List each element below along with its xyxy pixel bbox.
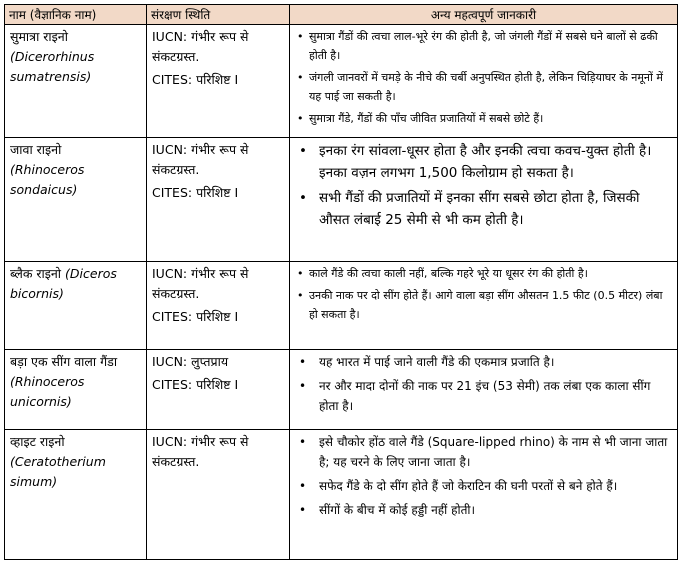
list-item: • इनका रंग सांवला-धूसर होता है और इनकी त्वचा कवच-युक्त होती है। इनका वज़न लगभग 1,500 किलोग्राम हो सकता है। (295, 140, 672, 184)
species-scientific-name: (Ceratotherium simum) (10, 454, 106, 489)
list-item: • सफेद गैंडे के दो सींग होते हैं जो केराटिन की घनी परतों से बने होते हैं। (295, 476, 672, 496)
info-cell (290, 350, 678, 430)
table-row (5, 350, 678, 430)
species-scientific-name: (Diceros bicornis) (10, 266, 117, 301)
species-scientific-name: (Rhinoceros unicornis) (10, 374, 85, 409)
list-item: • सुमात्रा गैंडे, गैंडों की पाँच जीवित प्रजातियों में सबसे छोटे हैं। (295, 109, 672, 128)
iucn-status: IUCN: गंभीर रूप से संकटग्रस्त. (152, 434, 249, 469)
info-cell (290, 430, 678, 560)
cites-status: CITES: परिशिष्ट I (152, 309, 239, 324)
conservation-status-cell (147, 138, 290, 262)
species-scientific-name: (Rhinoceros sondaicus) (10, 162, 85, 197)
species-name: बड़ा एक सींग वाला गैंडा (10, 354, 118, 369)
iucn-status: IUCN: गंभीर रूप से संकटग्रस्त. (152, 266, 249, 301)
species-name: सुमात्रा राइनो (10, 29, 68, 44)
facts-list (295, 140, 672, 231)
iucn-status: IUCN: गंभीर रूप से संकटग्रस्त. (152, 29, 249, 64)
conservation-status-cell (147, 430, 290, 560)
species-name: ब्लैक राइनो (10, 266, 62, 281)
header-info: अन्य महत्वपूर्ण जानकारी (290, 5, 678, 25)
list-item: • नर और मादा दोनों की नाक पर 21 इंच (53 सेमी) तक लंबा एक काला सींग होता है। (295, 376, 672, 416)
info-cell (290, 262, 678, 350)
iucn-status: IUCN: गंभीर रूप से संकटग्रस्त. (152, 142, 249, 177)
conservation-status-cell (147, 350, 290, 430)
info-cell (290, 138, 678, 262)
list-item: • उनकी नाक पर दो सींग होते हैं। आगे वाला बड़ा सींग औसतन 1.5 फीट (0.5 मीटर) लंबा हो सकता है। (295, 286, 672, 324)
list-item: • सींगों के बीच में कोई हड्डी नहीं होती। (295, 500, 672, 520)
facts-list (295, 27, 672, 128)
header-status: संरक्षण स्थिति (147, 5, 290, 25)
species-name-cell (5, 350, 147, 430)
conservation-status-cell (147, 25, 290, 138)
species-name: जावा राइनो (10, 142, 62, 157)
species-name-cell (5, 138, 147, 262)
conservation-status-cell (147, 262, 290, 350)
rhino-table-container (4, 4, 678, 560)
cites-status: CITES: परिशिष्ट I (152, 72, 239, 87)
species-name: व्हाइट राइनो (10, 434, 65, 449)
facts-list (295, 264, 672, 324)
table-row (5, 138, 678, 262)
species-name-cell (5, 262, 147, 350)
info-cell (290, 25, 678, 138)
list-item: • सुमात्रा गैंडों की त्वचा लाल-भूरे रंग की होती है, जो जंगली गैंडों में सबसे घने बालों से ढकी होती है। (295, 27, 672, 65)
rhino-species-table (4, 4, 678, 560)
table-row (5, 430, 678, 560)
table-header-row (5, 5, 678, 25)
iucn-status: IUCN: लुप्तप्राय (152, 354, 229, 369)
facts-list (295, 432, 672, 520)
species-name-cell (5, 430, 147, 560)
list-item: • जंगली जानवरों में चमड़े के नीचे की चर्बी अनुपस्थित होती है, लेकिन चिड़ियाघर के नमूनों में यह पाई जा सकती है। (295, 68, 672, 106)
species-scientific-name: (Dicerorhinus sumatrensis) (10, 49, 95, 84)
list-item: • काले गैंडे की त्वचा काली नहीं, बल्कि गहरे भूरे या धूसर रंग की होती है। (295, 264, 672, 283)
list-item: • सभी गैंडों की प्रजातियों में इनका सींग सबसे छोटा होता है, जिसकी औसत लंबाई 25 सेमी से भी कम होती है। (295, 187, 672, 231)
list-item: • इसे चौकोर होंठ वाले गैंडे (Square-lipped rhino) के नाम से भी जाना जाता है; यह चरने के लिए जाना जाता है। (295, 432, 672, 472)
table-row (5, 25, 678, 138)
cites-status: CITES: परिशिष्ट I (152, 185, 239, 200)
facts-list (295, 352, 672, 416)
header-name: नाम (वैज्ञानिक नाम) (5, 5, 147, 25)
species-name-cell (5, 25, 147, 138)
list-item: • यह भारत में पाई जाने वाली गैंडे की एकमात्र प्रजाति है। (295, 352, 672, 372)
table-row (5, 262, 678, 350)
cites-status: CITES: परिशिष्ट I (152, 377, 239, 392)
